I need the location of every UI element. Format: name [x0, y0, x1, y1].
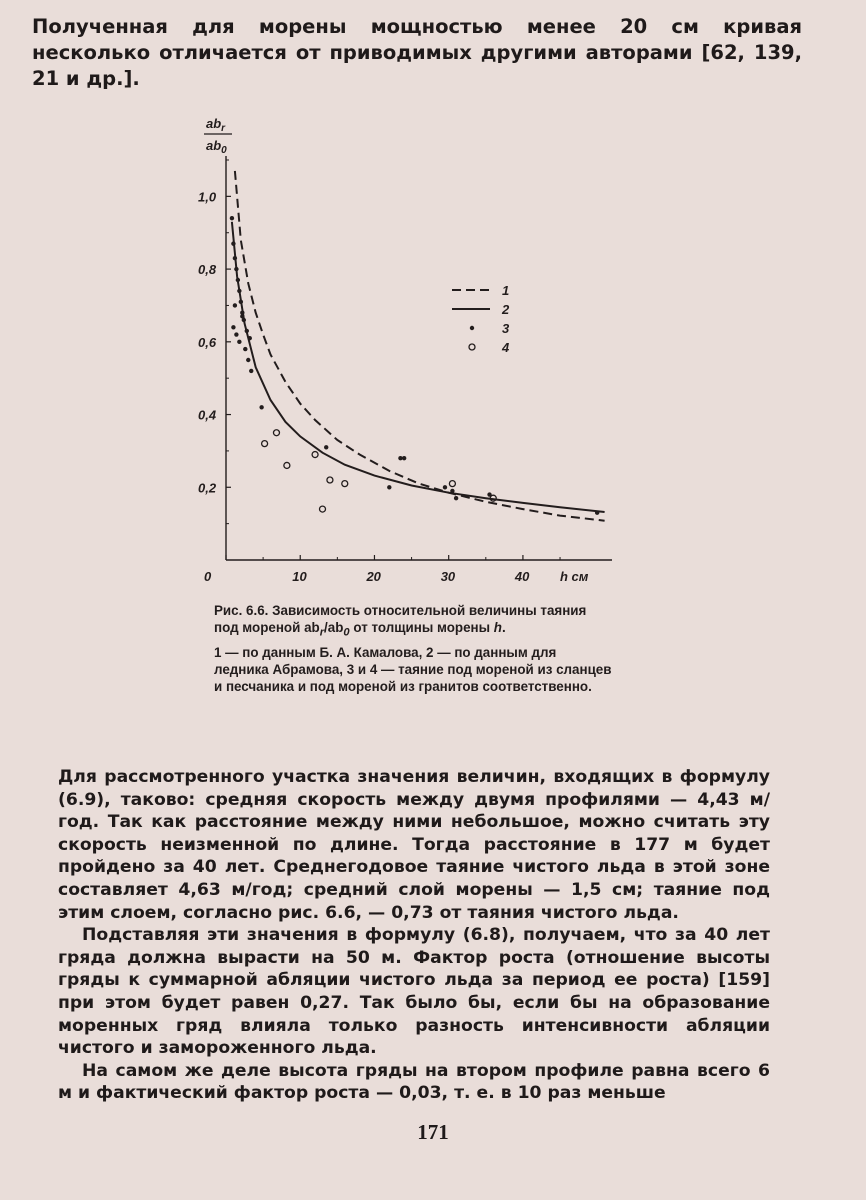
series-3-point [230, 216, 234, 220]
chart-svg [190, 112, 620, 592]
y-tick-label: 0,8 [198, 262, 217, 278]
series-3-point [245, 329, 249, 333]
series-3-point [243, 347, 247, 351]
series-3-point [387, 485, 391, 489]
series-3-point [259, 405, 263, 409]
ylabel-numerator: $ab_r$ [206, 116, 226, 134]
ylabel-denominator: $ab_0$ [206, 138, 227, 156]
series-4-point [262, 441, 268, 447]
series-4-point [327, 477, 333, 483]
y-axis-label [204, 116, 232, 156]
series-3-point [454, 496, 458, 500]
paragraph-2: Подставляя эти значения в формулу (6.8), получаем, что за 40 лет гряда должна вырасти на 50 м. Фактор роста (отношение высоты гряды к суммарной абляции чистого льда за период ее роста) [159] при этом будет равен 0,27. Так было бы, если бы на образование моренных гряд влияла только разность интенсивности абляции чистого и замороженного льда. [58, 925, 770, 1059]
caption-title: Рис. 6.6. Зависимость относительной величины таяния под мореной $ab_r/ab_0$ от толщины морены h. [214, 603, 587, 639]
legend-label-3: 3 [502, 321, 510, 336]
series-3-point [240, 314, 244, 318]
figure-caption [214, 602, 614, 697]
series-3-point [246, 358, 250, 362]
series-3-point [450, 489, 454, 493]
series-3-point [233, 303, 237, 307]
intro-text: Полученная для морены мощностью менее 20 см кривая несколько отличается от приводимых другими авторами [62, 139, 21 и др.]. [32, 15, 802, 90]
series-3-point [236, 278, 240, 282]
series-3-point [402, 456, 406, 460]
intro-paragraph [32, 14, 802, 92]
legend-label-4: 4 [502, 340, 510, 355]
series-4-point [312, 452, 318, 458]
series-3-point [234, 267, 238, 271]
series-3-point [249, 369, 253, 373]
series-3-point [231, 241, 235, 245]
series-4-point [449, 481, 455, 487]
series-1-curve [235, 171, 605, 521]
page-number: 171 [417, 1120, 449, 1144]
x-axis-unit: h см [560, 569, 589, 584]
y-tick-label: 0,2 [198, 480, 217, 496]
series-3-point [233, 256, 237, 260]
x-tick-label: 40 [514, 569, 530, 584]
main-text [58, 766, 770, 1105]
y-tick-label: 0,4 [198, 407, 217, 423]
x-tick-label: 20 [366, 569, 381, 584]
series-4-point [342, 481, 348, 487]
chart-axes [226, 156, 612, 560]
series-3-point [237, 289, 241, 293]
series-3-point [324, 445, 328, 449]
figure-6-6 [190, 112, 620, 592]
chart-legend [452, 283, 510, 355]
series-4-point [284, 462, 290, 468]
paragraph-3: На самом же деле высота гряды на втором профиле равна всего 6 м и фактический фактор роста — 0,03, т. е. в 10 раз меньше [58, 1060, 770, 1104]
paragraph-1: Для рассмотренного участка значения величин, входящих в формулу (6.9), таково: средняя скорость между двумя профилями — 4,43 м/год. Так как расстояние между ними небольшое, можно считать эту скорость неизменной по длине. Тогда расстояние в 177 м будет пройдено за 40 лет. Среднегодовое таяние чистого льда в этой зоне составляет 4,63 м/год; средний слой морены — 1,5 см; таяние под этим слоем, согласно рис. 6.6, — 0,73 от таяния чистого льда. [58, 767, 770, 923]
legend-label-2: 2 [502, 302, 510, 317]
x-tick-label: 0 [204, 569, 212, 584]
series-3-point [237, 340, 241, 344]
series-3-point [239, 300, 243, 304]
legend-swatch-4 [469, 344, 475, 350]
series-4-point [273, 430, 279, 436]
legend-swatch-3 [470, 326, 474, 330]
y-tick-label: 1,0 [198, 189, 217, 205]
y-tick-label: 0,6 [198, 334, 217, 350]
chart-series [230, 171, 605, 521]
x-tick-label: 10 [292, 569, 307, 584]
caption-legend-text: 1 — по данным Б. А. Камалова, 2 — по данным для ледника Абрамова, 3 и 4 — таяние под мореной из сланцев и песчаника и под мореной из гранитов соответственно. [214, 644, 612, 694]
series-3-point [231, 325, 235, 329]
series-3-point [234, 332, 238, 336]
series-4-point [320, 506, 326, 512]
series-3-point [595, 511, 599, 515]
legend-label-1: 1 [502, 283, 510, 298]
series-3-point [443, 485, 447, 489]
x-tick-label: 30 [440, 569, 456, 584]
series-3-point [248, 336, 252, 340]
